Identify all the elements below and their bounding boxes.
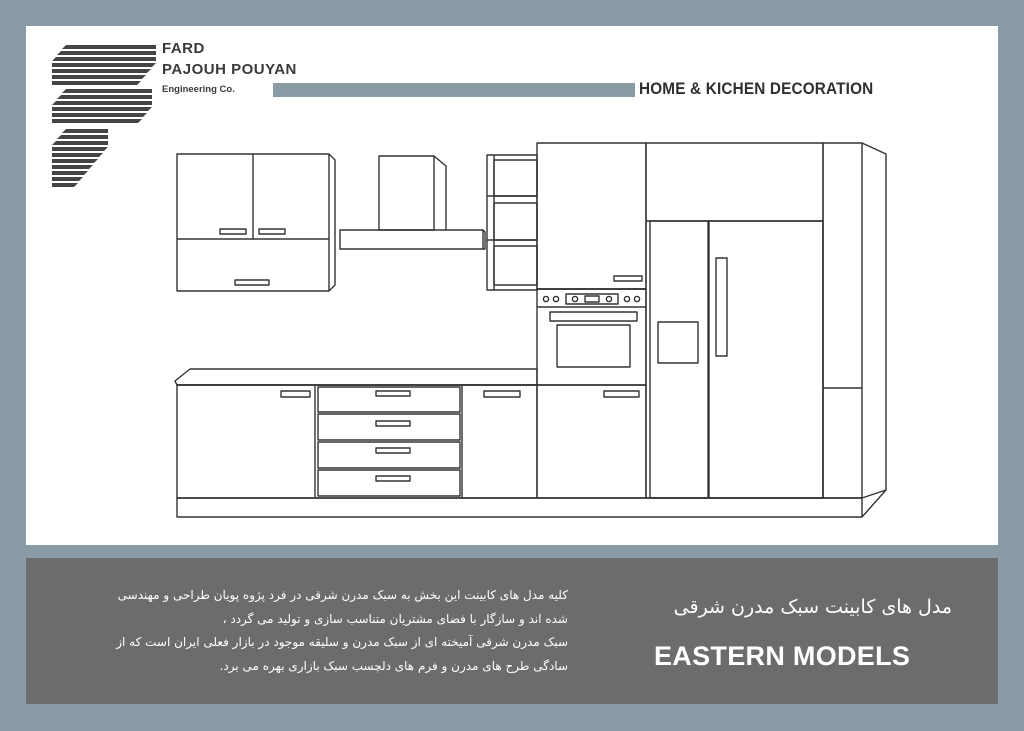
persian-title: مدل های کابینت سبک مدرن شرقی: [673, 596, 952, 618]
brand-subtitle: Engineering Co.: [162, 84, 235, 95]
base-cabinets: [177, 385, 646, 498]
english-title: EASTERN MODELS: [654, 641, 911, 671]
description-line: شده اند و سازگار با فضای مشتریان متناسب سازی و تولید می گردد ،: [222, 611, 568, 626]
brand-name-line2: PAJOUH POUYAN: [162, 61, 297, 78]
countertop: [175, 369, 537, 385]
oven-tower: [537, 143, 646, 385]
description-line: سادگی طرح های مدرن و فرم های دلچسب سبک بازاری بهره می برد.: [219, 658, 568, 673]
description-line: کلیه مدل های کابینت این بخش به سبک مدرن شرقی در فرد پژوه پویان طراحی و مهندسی: [117, 588, 568, 602]
open-shelf-unit: [487, 155, 537, 290]
fridge-housing: [646, 143, 823, 498]
upper-left-cabinet: [177, 154, 335, 291]
tall-side-cabinet: [823, 143, 886, 498]
range-hood: [340, 156, 485, 249]
header-title: HOME & KICHEN DECORATION: [639, 79, 874, 98]
plinth: [177, 490, 886, 517]
description-text: [40, 584, 568, 678]
brand-name-line1: FARD: [162, 40, 205, 57]
description-line: سبک مدرن شرقی آمیخته ای از سبک مدرن و سلیقه موجود در بازار فعلی ایران است که از: [116, 635, 568, 649]
